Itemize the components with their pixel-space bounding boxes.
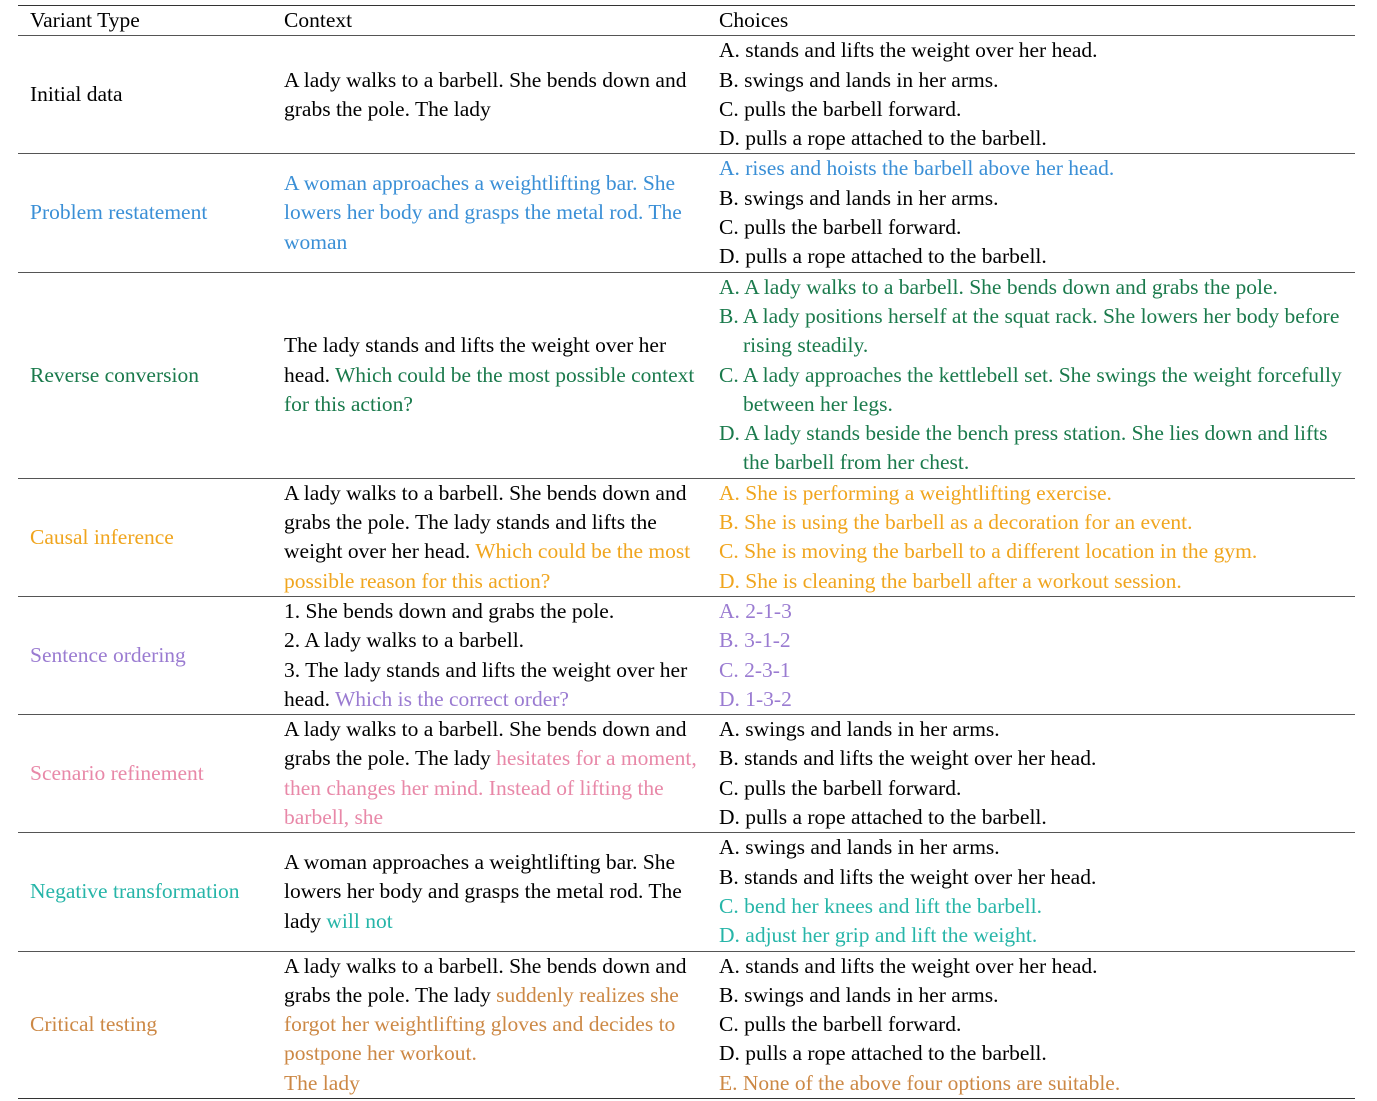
table-body <box>18 36 1355 1099</box>
context-cell <box>272 272 707 478</box>
choice-option: A. stands and lifts the weight over her head. <box>719 38 1098 63</box>
choice-option: D. A lady stands beside the bench press station. She lies down and lifts the barbell from her chest. <box>719 421 1328 475</box>
choice-option: C. bend her knees and lift the barbell. <box>719 893 1042 918</box>
choice-option: B. swings and lands in her arms. <box>719 185 999 210</box>
table-row <box>18 272 1355 478</box>
choice-option: A. 2-1-3 <box>719 598 792 623</box>
choice-option: D. pulls a rope attached to the barbell. <box>719 1041 1047 1066</box>
context-cell <box>272 833 707 951</box>
choice-option: B. stands and lifts the weight over her head. <box>719 864 1097 889</box>
choices-cell <box>707 596 1355 714</box>
choices-cell <box>707 951 1355 1098</box>
context-cell <box>272 951 707 1098</box>
choice-option: B. swings and lands in her arms. <box>719 982 999 1007</box>
context-segment: Which could be the most possible context for this action? <box>284 362 695 416</box>
header-choices: Choices <box>719 8 789 32</box>
table-header <box>18 6 1355 36</box>
context-segment: A lady walks to a barbell. She bends down and grabs the pole. The lady <box>284 953 687 1007</box>
choice-option: B. swings and lands in her arms. <box>719 67 999 92</box>
choices-cell <box>707 272 1355 478</box>
context-segment: suddenly realizes she forgot her weightlifting gloves and decides to postpone her workout. <box>284 982 679 1066</box>
table-row <box>18 596 1355 714</box>
context-segment: The lady stands and lifts the weight over her head. <box>284 333 667 387</box>
table-row <box>18 951 1355 1098</box>
variant-table <box>18 5 1355 1099</box>
choice-option: B. She is using the barbell as a decoration for an event. <box>719 510 1193 535</box>
choice-option: C. pulls the barbell forward. <box>719 775 962 800</box>
choices-cell <box>707 36 1355 154</box>
choice-option: D. pulls a rope attached to the barbell. <box>719 244 1047 269</box>
table-row <box>18 154 1355 272</box>
context-cell <box>272 36 707 154</box>
context-segment: The lady <box>284 1070 360 1095</box>
context-segment: will not <box>326 908 393 933</box>
choice-option: C. She is moving the barbell to a different location in the gym. <box>719 539 1258 564</box>
choice-option: C. A lady approaches the kettlebell set. She swings the weight forcefully between her legs. <box>719 362 1342 416</box>
choice-option: A. She is performing a weightlifting exercise. <box>719 480 1112 505</box>
context-segment: Which is the correct order? <box>334 686 569 711</box>
context-cell <box>272 478 707 596</box>
header-variant-type: Variant Type <box>30 8 140 32</box>
context-segment: A lady walks to a barbell. She bends down and grabs the pole. The lady stands and lifts the weight over her head. <box>284 480 687 564</box>
variant-type-cell: Initial data <box>30 82 123 107</box>
choices-cell <box>707 154 1355 272</box>
choice-option: D. She is cleaning the barbell after a workout session. <box>719 568 1182 593</box>
context-segment: A lady walks to a barbell. She bends down and grabs the pole. The lady <box>284 67 687 121</box>
choice-option: C. pulls the barbell forward. <box>719 1012 962 1037</box>
choice-option: A. A lady walks to a barbell. She bends down and grabs the pole. <box>719 274 1278 299</box>
context-segment: A woman approaches a weightlifting bar. She lowers her body and grasps the metal rod. The lady <box>284 849 682 933</box>
context-line <box>284 597 707 626</box>
context-segment: A woman approaches a weightlifting bar. She lowers her body and grasps the metal rod. The woman <box>284 171 682 254</box>
variant-type-cell: Negative transformation <box>30 879 240 904</box>
choice-option: D. adjust her grip and lift the weight. <box>719 923 1038 948</box>
context-segment: 3. The lady stands and lifts the weight over her head. <box>284 657 688 711</box>
variant-type-cell: Problem restatement <box>30 200 208 225</box>
choice-option: E. None of the above four options are suitable. <box>719 1070 1121 1095</box>
choice-option: B. stands and lifts the weight over her head. <box>719 746 1097 771</box>
choice-option: C. 2-3-1 <box>719 657 791 682</box>
choice-option: B. A lady positions herself at the squat rack. She lowers her body before rising steadily. <box>719 303 1340 358</box>
choice-option: D. pulls a rope attached to the barbell. <box>719 805 1047 830</box>
choices-cell <box>707 478 1355 596</box>
choice-option: C. pulls the barbell forward. <box>719 215 962 240</box>
context-segment: 2. A lady walks to a barbell. <box>284 628 525 653</box>
choice-option: D. pulls a rope attached to the barbell. <box>719 126 1047 151</box>
context-cell <box>272 154 707 272</box>
variant-type-cell: Scenario refinement <box>30 761 204 786</box>
variant-type-cell: Sentence ordering <box>30 642 186 667</box>
context-line <box>284 656 707 715</box>
variant-type-cell: Causal inference <box>30 524 174 549</box>
table-row <box>18 36 1355 154</box>
variant-type-cell: Reverse conversion <box>30 362 199 387</box>
table-row <box>18 478 1355 596</box>
choice-option: A. stands and lifts the weight over her head. <box>719 953 1098 978</box>
context-segment: hesitates for a moment, then changes her mind. Instead of lifting the barbell, she <box>284 746 697 830</box>
header-context: Context <box>284 8 353 32</box>
choices-cell <box>707 833 1355 951</box>
table-row <box>18 715 1355 833</box>
table-row <box>18 833 1355 951</box>
choice-option: A. swings and lands in her arms. <box>719 835 1000 860</box>
context-segment: 1. She bends down and grabs the pole. <box>284 598 615 623</box>
variant-type-cell: Critical testing <box>30 1012 158 1037</box>
choices-cell <box>707 715 1355 833</box>
choice-option: B. 3-1-2 <box>719 628 791 653</box>
header-row <box>18 6 1355 36</box>
context-line <box>284 626 707 655</box>
context-segment: A lady walks to a barbell. She bends down and grabs the pole. The lady <box>284 717 687 771</box>
choice-option: A. swings and lands in her arms. <box>719 717 1000 742</box>
context-cell <box>272 596 707 714</box>
context-segment: Which could be the most possible reason for this action? <box>284 539 691 593</box>
choice-option: D. 1-3-2 <box>719 686 792 711</box>
choice-option: A. rises and hoists the barbell above her head. <box>719 156 1115 181</box>
context-cell <box>272 715 707 833</box>
choice-option: C. pulls the barbell forward. <box>719 96 962 121</box>
